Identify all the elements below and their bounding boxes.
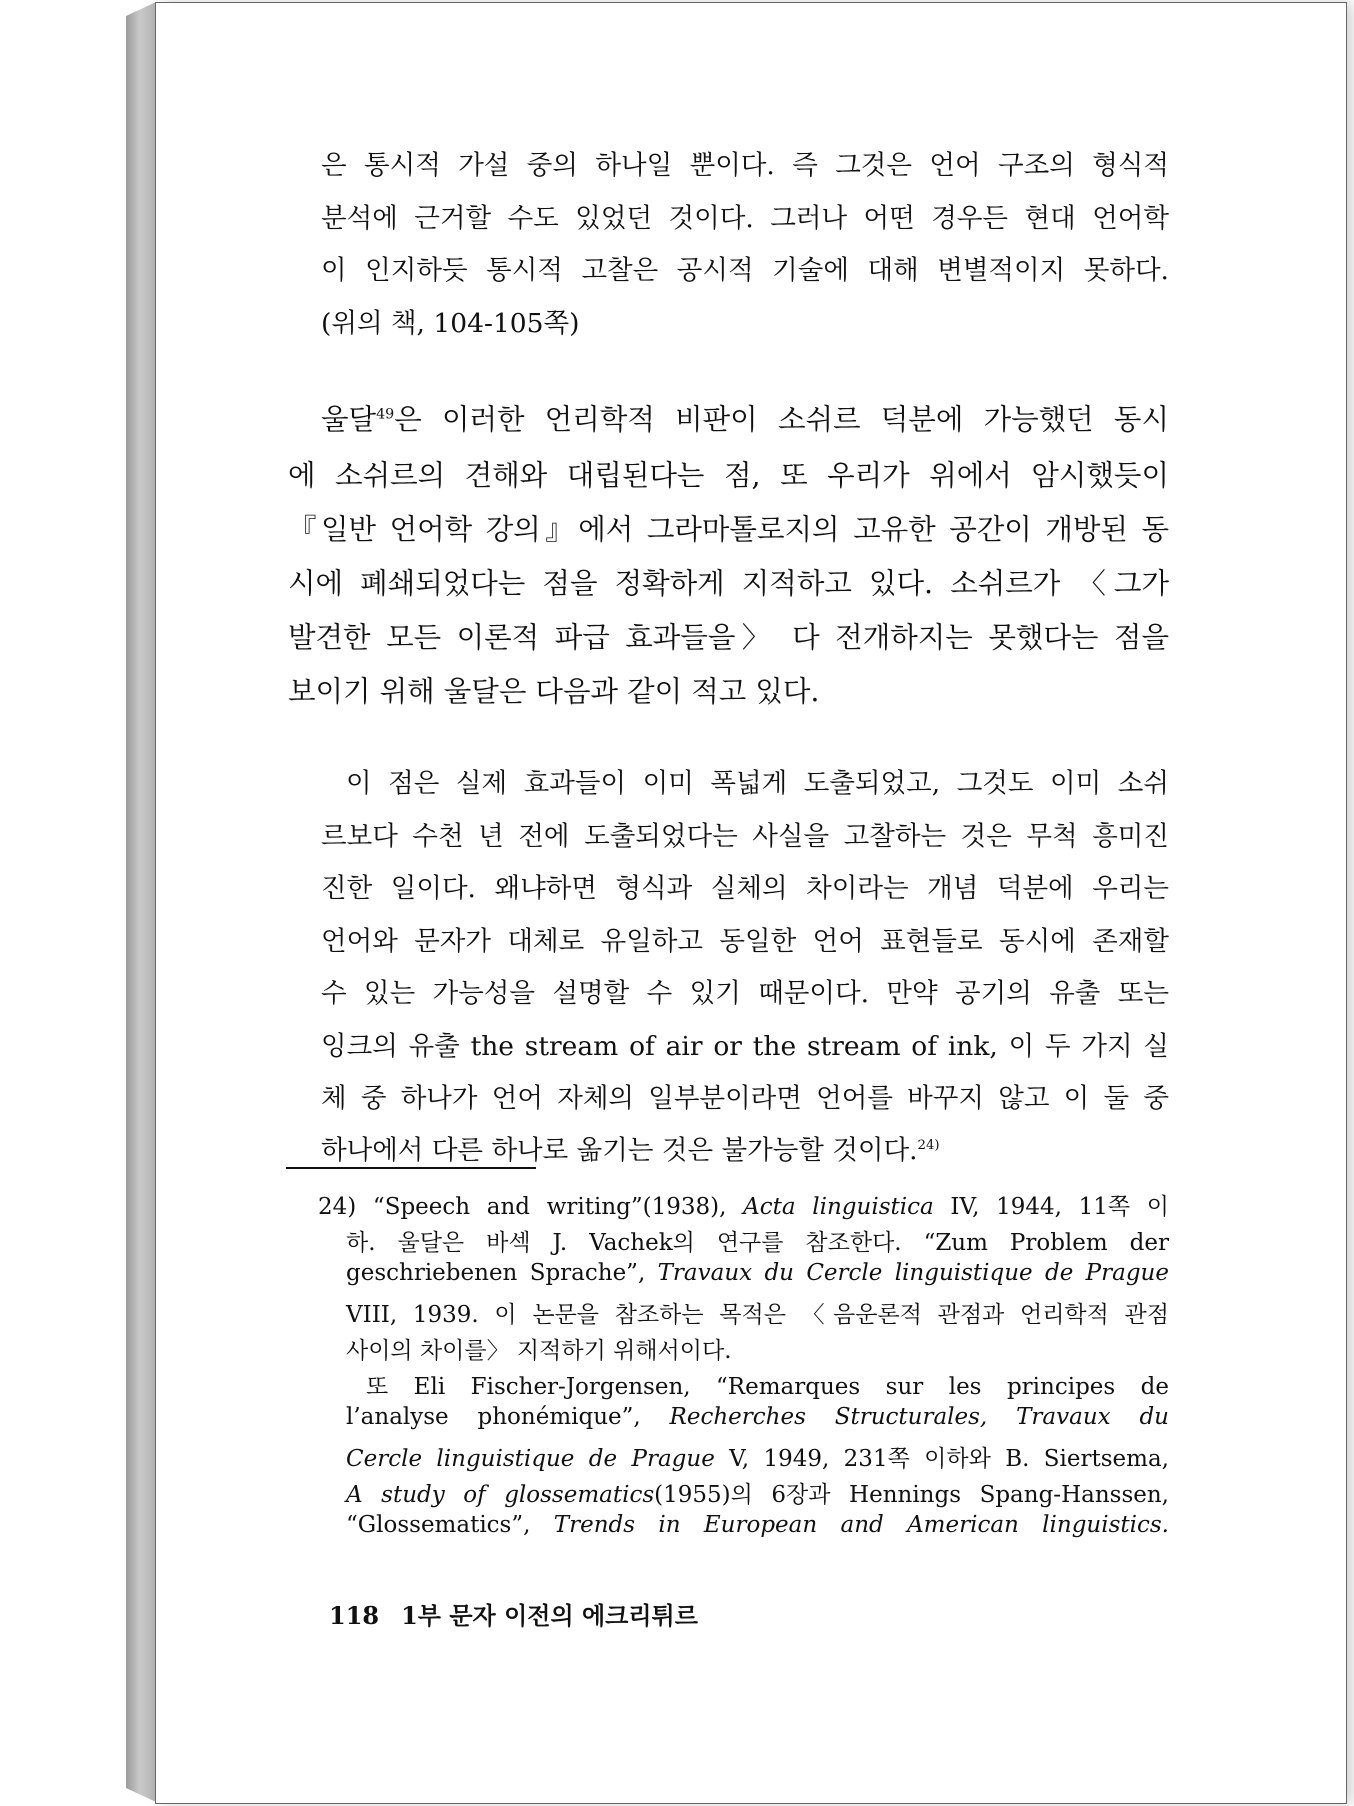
body-line: 발견한 모든 이론적 파급 효과들을〉 다 전개하지는 못했다는 점을 xyxy=(288,621,1169,654)
footnote-text: IV, 1944, 11쪽 이 xyxy=(933,1194,1170,1220)
footnote-line: 사이의 차이를〉 지적하기 위해서이다. xyxy=(346,1338,732,1364)
footnote-line: 하. 울달은 바섹 J. Vachek의 연구를 참조한다. “Zum Problem der xyxy=(346,1230,1169,1256)
running-footer xyxy=(329,1596,720,1631)
body-line xyxy=(321,397,1169,438)
quote-line: 수 있는 가능성을 설명할 수 있기 때문이다. 만약 공기의 유출 또는 xyxy=(321,978,1169,1009)
footnote-line xyxy=(346,1260,1169,1286)
quote-text: 하나에서 다른 하나로 옮기는 것은 불가능할 것이다. xyxy=(321,1135,918,1166)
book-spine xyxy=(126,2,156,1802)
footnote-line xyxy=(346,1476,1169,1509)
quote-line: 르보다 수천 년 전에 도출되었다는 사실을 고찰하는 것은 무척 흥미진 xyxy=(321,821,1169,852)
quote-line: 이 인지하듯 통시적 고찰은 공시적 기술에 대해 변별적이지 못하다. xyxy=(321,255,1169,286)
footnote-book: A study of glossematics xyxy=(346,1482,655,1508)
quote-citation: (위의 책, 104-105쪽) xyxy=(321,308,580,339)
quote-line xyxy=(321,1128,940,1167)
footnote-journal: Acta linguistica xyxy=(743,1194,934,1220)
footnote-divider xyxy=(286,1167,536,1169)
body-line: 시에 폐쇄되었다는 점을 정확하게 지적하고 있다. 소쉬르가 〈그가 xyxy=(288,567,1169,600)
footnote-line xyxy=(318,1188,1169,1221)
quote-line: 이 점은 실제 효과들이 이미 폭넓게 도출되었고, 그것도 이미 소쉬 xyxy=(346,768,1169,799)
footnote-text: geschriebenen Sprache”, xyxy=(346,1260,658,1286)
footnote-line: 또 Eli Fischer-Jorgensen, “Remarques sur les principes de xyxy=(366,1374,1169,1400)
footnote-text: 24) “Speech and writing”(1938), xyxy=(318,1194,744,1220)
section-title: 1부 문자 이전의 에크리튀르 xyxy=(401,1601,698,1630)
footnote-line xyxy=(346,1440,1169,1473)
footnote-journal: Trends in European and American linguistics. xyxy=(553,1512,1169,1538)
footnote-journal: Recherches Structurales, Travaux du xyxy=(669,1404,1169,1430)
quote-line: 진한 일이다. 왜냐하면 형식과 실체의 차이라는 개념 덕분에 우리는 xyxy=(321,873,1169,904)
body-text: 은 이러한 언리학적 비판이 소쉬르 덕분에 가능했던 동시 xyxy=(394,403,1169,436)
quote-line: 은 통시적 가설 중의 하나일 뿐이다. 즉 그것은 언어 구조의 형식적 xyxy=(321,150,1169,181)
footnote-line: VIII, 1939. 이 논문을 참조하는 목적은 〈음운론적 관점과 언리학적 관점 xyxy=(346,1302,1169,1328)
footnote-text: l’analyse phonémique”, xyxy=(346,1404,670,1430)
quote-line: 언어와 문자가 대체로 유일하고 동일한 언어 표현들로 동시에 존재할 xyxy=(321,926,1169,957)
footnote-marker: 49 xyxy=(376,406,395,423)
footnote-text: (1955)의 6장과 Hennings Spang-Hanssen, xyxy=(654,1482,1169,1508)
footnote-ref: 24) xyxy=(917,1138,940,1154)
footnote-journal: Travaux du Cercle linguistique de Prague xyxy=(657,1260,1169,1286)
author-name: 울달 xyxy=(321,403,377,436)
quote-line: 체 중 하나가 언어 자체의 일부분이라면 언어를 바꾸지 않고 이 둘 중 xyxy=(321,1083,1169,1114)
body-line: 보이기 위해 울달은 다음과 같이 적고 있다. xyxy=(288,675,820,708)
footnote-text: “Glossematics”, xyxy=(346,1512,554,1538)
book-page xyxy=(155,2,1347,1804)
footnote-journal: Cercle linguistique de Prague xyxy=(346,1446,715,1472)
footnote-line xyxy=(346,1512,1169,1538)
footnote-text: V, 1949, 231쪽 이하와 B. Siertsema, xyxy=(714,1446,1169,1472)
body-line: 에 소쉬르의 견해와 대립된다는 점, 또 우리가 위에서 암시했듯이 xyxy=(288,459,1169,492)
footnote-line xyxy=(346,1404,1169,1430)
body-line: 『일반 언어학 강의』에서 그라마톨로지의 고유한 공간이 개방된 동 xyxy=(288,513,1169,546)
quote-line: 잉크의 유출 the stream of air or the stream of ink, 이 두 가지 실 xyxy=(321,1031,1169,1062)
page-number: 118 xyxy=(329,1601,380,1630)
quote-line: 분석에 근거할 수도 있었던 것이다. 그러나 어떤 경우든 현대 언어학 xyxy=(321,203,1169,234)
